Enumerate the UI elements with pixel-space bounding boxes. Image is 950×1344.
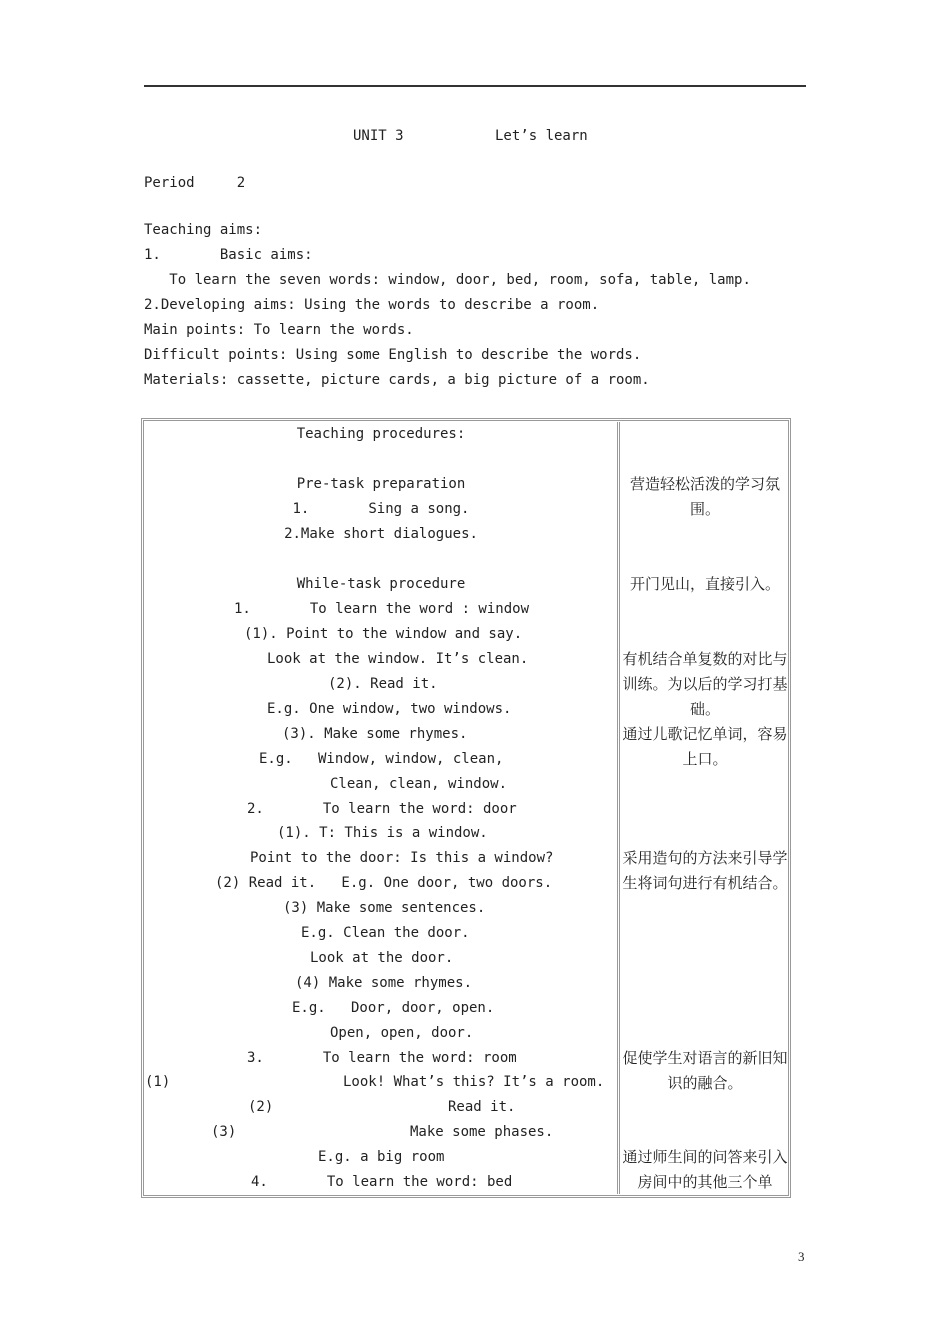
materials: Materials: cassette, picture cards, a big picture of a room.	[144, 372, 650, 388]
aims-heading: Teaching aims:	[144, 222, 263, 238]
procedure-step: (2) Read it. E.g. One door, two doors.	[215, 875, 553, 891]
pre-task-item: 1. Sing a song.	[292, 501, 470, 517]
procedure-step: Clean, clean, window.	[330, 776, 508, 792]
procedure-step: Make some phases.	[410, 1124, 554, 1140]
lesson-label: Let’s learn	[495, 128, 588, 144]
procedure-step: (3) Make some sentences.	[283, 900, 486, 916]
procedure-step: 2. To learn the word: door	[247, 801, 517, 817]
basic-aims: 1. Basic aims:	[144, 247, 313, 263]
teaching-note: 通过儿歌记忆单词，容易上口。	[622, 725, 788, 768]
procedure-step: E.g. a big room	[318, 1149, 445, 1165]
procedures-heading: Teaching procedures:	[296, 426, 466, 442]
while-task-heading: While-task procedure	[296, 576, 466, 592]
teaching-note: 开门见山，直接引入。	[629, 575, 780, 593]
procedure-step: E.g. Clean the door.	[301, 925, 470, 941]
developing-aims: 2.Developing aims: Using the words to describe a room.	[144, 297, 600, 313]
procedure-step: Look at the window. It’s clean.	[267, 651, 529, 667]
procedure-step-number: (2)	[248, 1099, 274, 1115]
procedure-step: E.g. One window, two windows.	[267, 701, 512, 717]
procedure-step: (2). Read it.	[328, 676, 438, 692]
procedure-step-number: (3)	[211, 1124, 237, 1140]
teaching-note: 有机结合单复数的对比与训练。为以后的学习打基础。	[622, 650, 788, 718]
procedure-step: (3). Make some rhymes.	[282, 726, 468, 742]
basic-aims-detail: To learn the seven words: window, door, bed, room, sofa, table, lamp.	[144, 272, 751, 288]
procedure-step: (1). Point to the window and say.	[244, 626, 523, 642]
procedure-step: Open, open, door.	[330, 1025, 474, 1041]
teaching-note: 营造轻松活泼的学习氛围。	[629, 475, 780, 518]
pre-task-heading: Pre-task preparation	[296, 476, 466, 492]
difficult-points: Difficult points: Using some English to describe the words.	[144, 347, 642, 363]
teaching-note: 采用造句的方法来引导学生将词句进行有机结合。	[622, 849, 788, 892]
procedure-step: Point to the door: Is this a window?	[250, 850, 554, 866]
unit-label: UNIT 3	[353, 128, 404, 144]
procedure-step: (1). T: This is a window.	[277, 825, 488, 841]
procedure-step: E.g. Door, door, open.	[292, 1000, 495, 1016]
procedure-step: Read it.	[448, 1099, 516, 1115]
procedure-step: 1. To learn the word : window	[234, 601, 530, 617]
procedure-step: Look at the door.	[310, 950, 454, 966]
procedure-step: E.g. Window, window, clean,	[259, 751, 504, 767]
teaching-note: 促使学生对语言的新旧知识的融合。	[622, 1049, 788, 1092]
procedure-step: (4) Make some rhymes.	[295, 975, 473, 991]
main-points: Main points: To learn the words.	[144, 322, 414, 338]
period-line: Period 2	[144, 175, 246, 191]
procedure-step-number: (1)	[145, 1074, 171, 1090]
page-title	[0, 128, 950, 148]
teaching-note: 通过师生间的问答来引入房间中的其他三个单	[622, 1148, 788, 1191]
page-number: 3	[798, 1249, 805, 1264]
procedure-step: 3. To learn the word: room	[247, 1050, 517, 1066]
header-rule	[144, 85, 806, 87]
procedure-step: 4. To learn the word: bed	[251, 1174, 513, 1190]
procedure-step: Look! What’s this? It’s a room.	[343, 1074, 605, 1090]
pre-task-item: 2.Make short dialogues.	[284, 526, 478, 542]
